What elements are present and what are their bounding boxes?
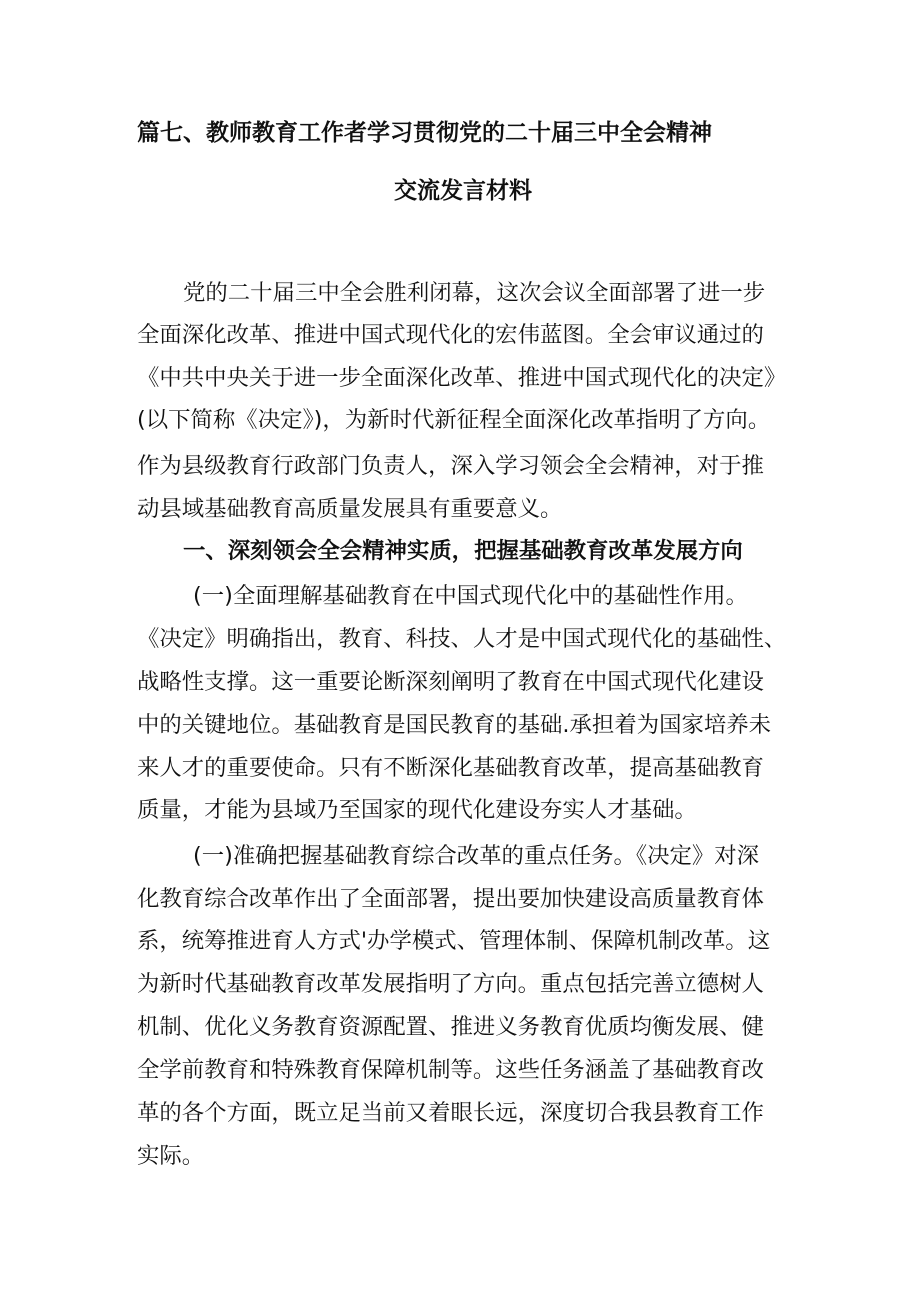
body-line: 革的各个方面，既立足当前又着眼长远，深度切合我县教育工作: [137, 1100, 764, 1126]
body-line: 化教育综合改革作出了全面部署，提出要加快建设高质量教育体: [137, 886, 764, 912]
body-line: 实际。: [137, 1143, 205, 1169]
body-line: 中的关键地位。基础教育是国民教育的基础.承担着为国家培养未: [137, 712, 772, 738]
document-title-line-1: 篇七、教师教育工作者学习贯彻党的二十届三中全会精神: [137, 120, 712, 146]
body-line: 质量，才能为县域乃至国家的现代化建设夯实人才基础。: [137, 797, 697, 823]
body-line: 动县域基础教育高质量发展具有重要意义。: [137, 496, 563, 522]
document-title-line-2: 交流发言材料: [394, 178, 532, 204]
subsection-heading: (一)全面理解基础教育在中国式现代化中的基础性作用。: [193, 583, 748, 609]
body-line: 党的二十届三中全会胜利闭幕，这次会议全面部署了进一步: [183, 280, 766, 306]
body-line: 《中共中央关于进一步全面深化改革、推进中国式现代化的决定》: [137, 365, 787, 391]
body-line: 为新时代基础教育改革发展指明了方向。重点包括完善立德树人: [137, 971, 764, 997]
body-line: 作为县级教育行政部门负责人，深入学习领会全会精神，对于推: [137, 453, 764, 479]
subsection-heading: (一)准确把握基础教育综合改革的重点任务。《决定》对深: [193, 843, 760, 869]
body-line: 《决定》明确指出，教育、科技、人才是中国式现代化的基础性、: [137, 626, 787, 652]
body-line: 系，统筹推进育人方式'办学模式、管理体制、保障机制改革。这: [137, 928, 771, 954]
body-line: 全学前教育和特殊教育保障机制等。这些任务涵盖了基础教育改: [137, 1057, 764, 1083]
body-line: 战略性支撑。这一重要论断深刻阐明了教育在中国式现代化建设: [137, 669, 764, 695]
body-line: 来人才的重要使命。只有不断深化基础教育改革，提高基础教育: [137, 755, 764, 781]
section-heading-1: 一、深刻领会全会精神实质，把握基础教育改革发展方向: [183, 538, 743, 564]
body-line: 全面深化改革、推进中国式现代化的宏伟蓝图。全会审议通过的: [137, 322, 764, 348]
body-line: 机制、优化义务教育资源配置、推进义务教育优质均衡发展、健: [137, 1014, 764, 1040]
body-line: (以下简称《决定》)，为新时代新征程全面深化改革指明了方向。: [137, 407, 771, 433]
